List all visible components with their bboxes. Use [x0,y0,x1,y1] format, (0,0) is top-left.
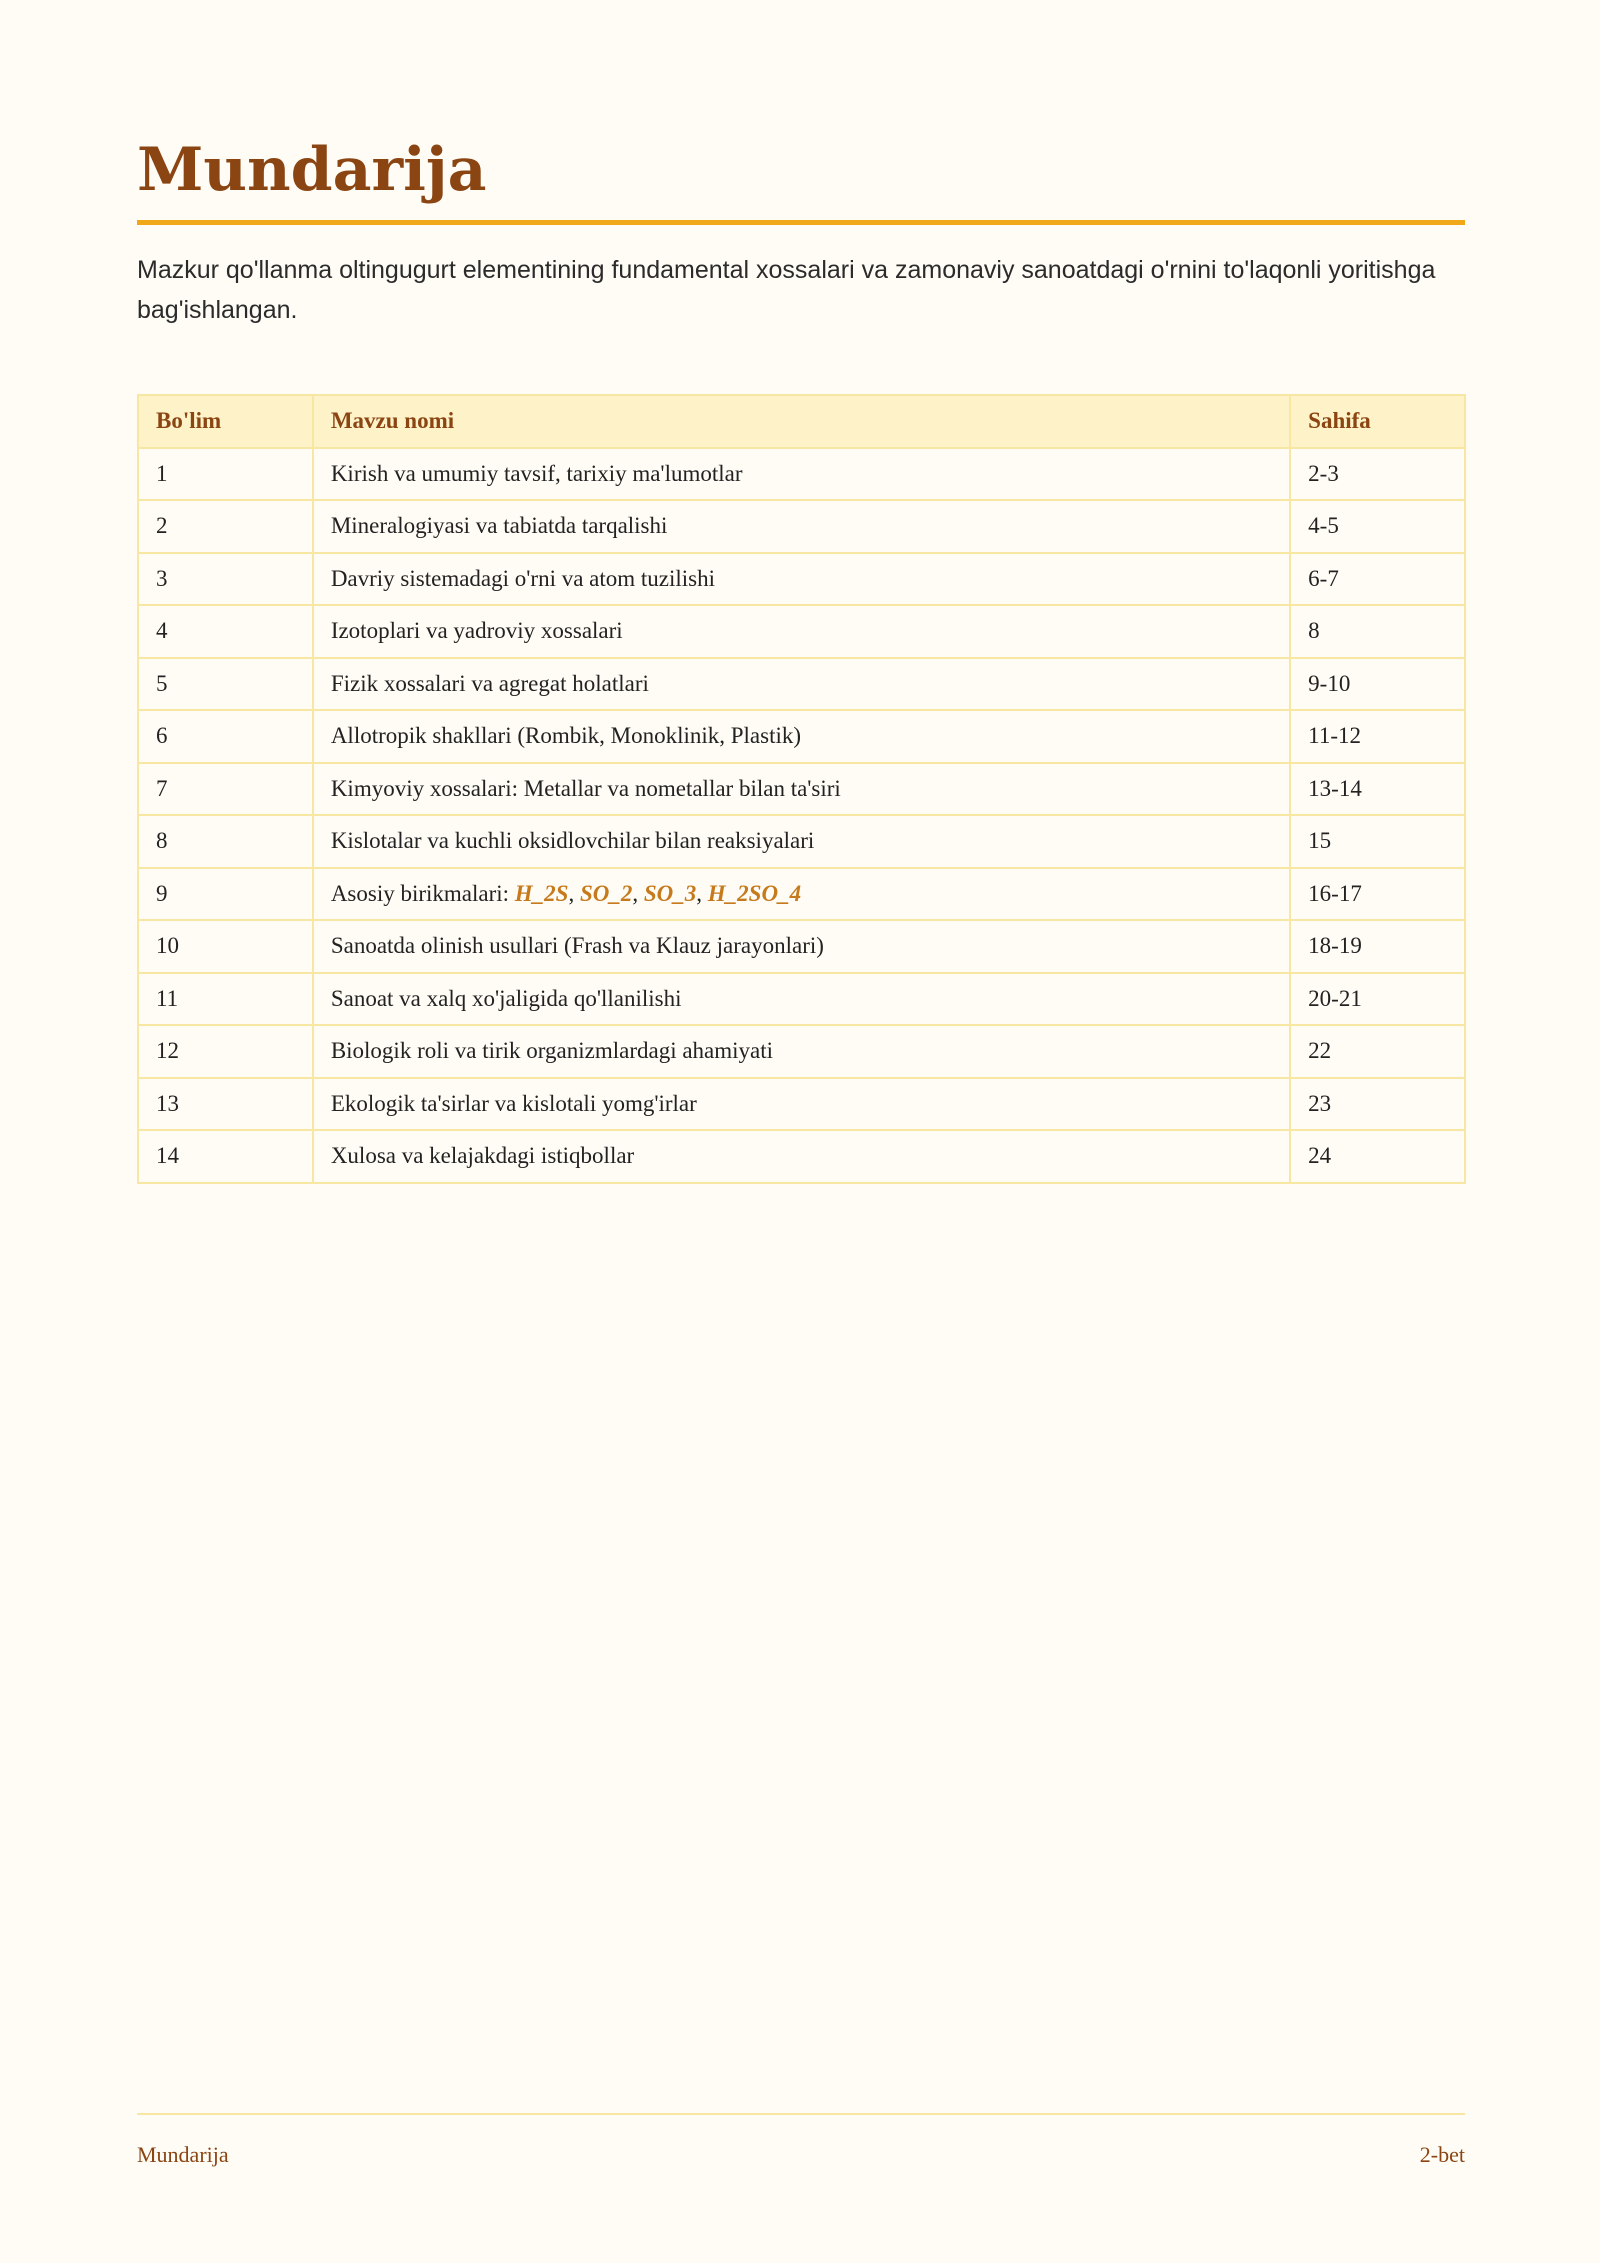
table-row[interactable] [138,500,1465,553]
section-number: 12 [138,1025,313,1078]
page-range: 16-17 [1290,868,1465,921]
page-range: 24 [1290,1130,1465,1183]
table-row[interactable] [138,1078,1465,1131]
formula-h2s: H_2S [514,880,569,906]
section-number: 9 [138,868,313,921]
table-row[interactable] [138,920,1465,973]
table-header-row [138,395,1465,448]
topic-title: Ekologik ta'sirlar va kislotali yomg'irlar [313,1078,1290,1131]
footer-divider [137,2113,1465,2115]
page-range: 6-7 [1290,553,1465,606]
table-row[interactable] [138,605,1465,658]
topic-title: Biologik roli va tirik organizmlardagi ahamiyati [313,1025,1290,1078]
section-number: 6 [138,710,313,763]
table-row[interactable] [138,553,1465,606]
topic-title [313,868,1290,921]
section-number: 13 [138,1078,313,1131]
header-topic: Mavzu nomi [313,395,1290,448]
page-range: 18-19 [1290,920,1465,973]
page-range: 20-21 [1290,973,1465,1026]
topic-title: Fizik xossalari va agregat holatlari [313,658,1290,711]
topic-title: Allotropik shakllari (Rombik, Monoklinik, Plastik) [313,710,1290,763]
page-range: 8 [1290,605,1465,658]
topic-title: Xulosa va kelajakdagi istiqbollar [313,1130,1290,1183]
page-range: 13-14 [1290,763,1465,816]
header-section: Bo'lim [138,395,313,448]
formula-so2: SO_2 [579,880,633,906]
header-page: Sahifa [1290,395,1465,448]
table-row[interactable] [138,1025,1465,1078]
formula-separator: , [568,880,580,906]
page-range: 4-5 [1290,500,1465,553]
table-row[interactable] [138,1130,1465,1183]
topic-title: Sanoatda olinish usullari (Frash va Klauz jarayonlari) [313,920,1290,973]
section-number: 3 [138,553,313,606]
topic-title: Davriy sistemadagi o'rni va atom tuzilishi [313,553,1290,606]
page-range: 9-10 [1290,658,1465,711]
table-row[interactable] [138,710,1465,763]
section-number: 11 [138,973,313,1026]
section-number: 14 [138,1130,313,1183]
table-of-contents [137,394,1466,1184]
formula-h2so4: H_2SO_4 [707,880,802,906]
table-row[interactable] [138,868,1465,921]
table-row[interactable] [138,973,1465,1026]
page-range: 15 [1290,815,1465,868]
section-number: 2 [138,500,313,553]
page-title: Mundarija [137,135,487,205]
section-number: 4 [138,605,313,658]
section-number: 10 [138,920,313,973]
topic-prefix: Asosiy birikmalari: [330,880,515,906]
topic-title: Kirish va umumiy tavsif, tarixiy ma'lumotlar [313,448,1290,501]
page-range: 22 [1290,1025,1465,1078]
table-row[interactable] [138,658,1465,711]
title-divider [137,220,1465,225]
formula-so3: SO_3 [643,880,697,906]
topic-title: Kislotalar va kuchli oksidlovchilar bilan reaksiyalari [313,815,1290,868]
section-number: 1 [138,448,313,501]
formula-separator: , [632,880,644,906]
footer-page-number: 2-bet [1419,2142,1465,2167]
page-range: 11-12 [1290,710,1465,763]
topic-title: Mineralogiyasi va tabiatda tarqalishi [313,500,1290,553]
intro-paragraph: Mazkur qo'llanma oltingugurt elementining fundamental xossalari va zamonaviy sanoatdagi o'rnini to'laqonli yoritishga bag'ishlangan. [137,256,1436,324]
topic-title: Izotoplari va yadroviy xossalari [313,605,1290,658]
topic-title: Kimyoviy xossalari: Metallar va nometallar bilan ta'siri [313,763,1290,816]
section-number: 8 [138,815,313,868]
table-row[interactable] [138,448,1465,501]
page-range: 23 [1290,1078,1465,1131]
formula-separator: , [696,880,708,906]
table-row[interactable] [138,763,1465,816]
footer-section-title: Mundarija [137,2142,229,2167]
topic-title: Sanoat va xalq xo'jaligida qo'llanilishi [313,973,1290,1026]
table-row[interactable] [138,815,1465,868]
section-number: 5 [138,658,313,711]
page-range: 2-3 [1290,448,1465,501]
section-number: 7 [138,763,313,816]
